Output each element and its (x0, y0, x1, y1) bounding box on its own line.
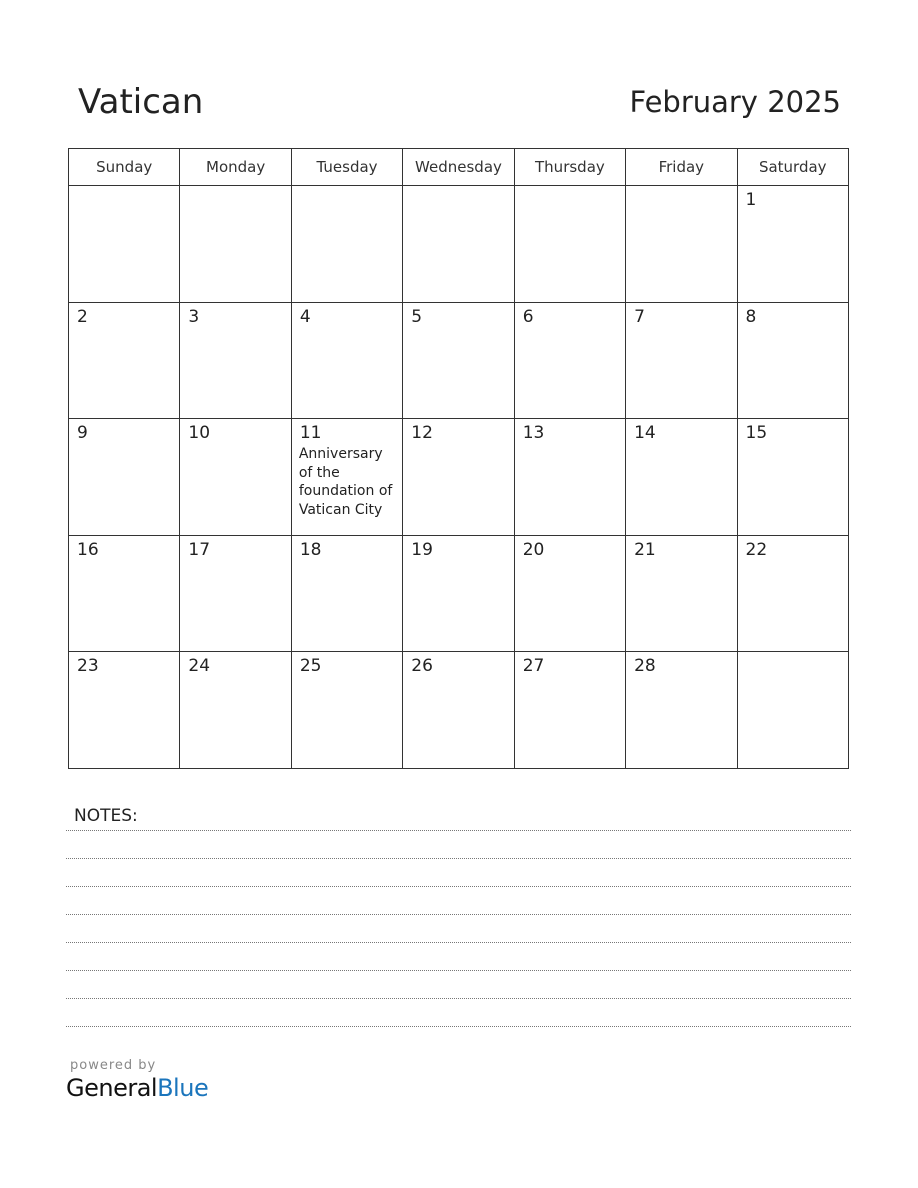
day-cell-5 (403, 302, 514, 419)
day-cell-28 (626, 652, 737, 769)
calendar-country-title: Vatican (78, 82, 204, 122)
day-cell-24 (180, 652, 291, 769)
day-cell-17 (180, 535, 291, 652)
day-number: 16 (77, 539, 99, 560)
day-number: 2 (77, 306, 88, 327)
day-cell-22 (737, 535, 848, 652)
day-number: 9 (77, 423, 88, 443)
week-row (69, 652, 849, 769)
empty-day-cell (291, 186, 402, 303)
day-number: 5 (411, 306, 423, 327)
day-cell-18 (291, 535, 402, 652)
day-cell-6 (514, 302, 625, 419)
day-cell-20 (514, 535, 625, 652)
weekday-header-wednesday: Wednesday (403, 149, 514, 186)
day-number: 18 (299, 539, 322, 560)
weekday-header-monday: Monday (180, 149, 291, 186)
weekday-header-saturday: Saturday (737, 149, 848, 186)
notes-line (66, 914, 851, 915)
day-number: 10 (188, 423, 211, 443)
empty-day-cell (737, 652, 848, 769)
logo-general: General (66, 1074, 158, 1102)
day-cell-1 (737, 186, 848, 303)
day-number: 23 (77, 656, 99, 676)
day-number: 4 (299, 306, 311, 327)
day-cell-23 (69, 652, 180, 769)
week-row (69, 186, 849, 303)
day-number: 1 (745, 190, 757, 210)
week-row (69, 535, 849, 652)
day-cell-13 (514, 419, 625, 536)
weekday-header-sunday: Sunday (69, 149, 180, 186)
day-number: 26 (411, 656, 433, 676)
day-number: 28 (634, 656, 656, 676)
notes-line (66, 858, 851, 859)
day-number: 25 (299, 656, 322, 676)
notes-line (66, 886, 851, 887)
day-cell-25 (291, 652, 402, 769)
day-number: 12 (411, 423, 433, 443)
day-number: 17 (188, 539, 211, 560)
empty-day-cell (403, 186, 514, 303)
week-row (69, 302, 849, 419)
notes-line (66, 998, 851, 999)
day-cell-11 (291, 419, 402, 536)
day-number: 27 (522, 656, 545, 676)
day-cell-15 (737, 419, 848, 536)
day-number: 11 (299, 423, 322, 443)
day-cell-2 (69, 302, 180, 419)
day-cell-12 (403, 419, 514, 536)
day-cell-4 (291, 302, 402, 419)
empty-day-cell (626, 186, 737, 303)
empty-day-cell (69, 186, 180, 303)
week-row (69, 419, 849, 536)
holiday-label: Anniversary of the foundation of Vatican City (298, 446, 393, 518)
day-cell-14 (626, 419, 737, 536)
day-cell-7 (626, 302, 737, 419)
day-number: 6 (522, 306, 534, 327)
day-number: 7 (634, 306, 645, 327)
notes-line (66, 1026, 851, 1027)
empty-day-cell (514, 186, 625, 303)
weekday-header-friday: Friday (626, 149, 737, 186)
empty-day-cell (180, 186, 291, 303)
day-cell-21 (626, 535, 737, 652)
day-number: 22 (745, 539, 768, 560)
weekday-header-thursday: Thursday (514, 149, 625, 186)
notes-line (66, 830, 851, 831)
day-number: 20 (522, 539, 545, 560)
day-cell-27 (514, 652, 625, 769)
calendar-grid (68, 148, 849, 769)
day-cell-8 (737, 302, 848, 419)
notes-label: NOTES: (74, 806, 138, 826)
day-number: 14 (634, 423, 656, 443)
day-number: 21 (634, 539, 656, 560)
day-number: 13 (522, 423, 545, 443)
day-number: 15 (745, 423, 768, 443)
powered-by-text: powered by (70, 1058, 157, 1073)
day-cell-16 (69, 535, 180, 652)
notes-line (66, 970, 851, 971)
day-number: 24 (188, 656, 211, 676)
logo-blue: Blue (157, 1074, 209, 1102)
day-cell-26 (403, 652, 514, 769)
generalblue-logo (66, 1074, 208, 1102)
day-number: 19 (411, 539, 433, 560)
day-number: 3 (188, 306, 200, 327)
notes-line (66, 942, 851, 943)
weekday-header-row (69, 149, 849, 186)
day-cell-10 (180, 419, 291, 536)
weekday-header-tuesday: Tuesday (291, 149, 402, 186)
day-cell-9 (69, 419, 180, 536)
day-cell-3 (180, 302, 291, 419)
calendar-month-title: February 2025 (629, 85, 841, 119)
day-cell-19 (403, 535, 514, 652)
day-number: 8 (745, 306, 757, 327)
